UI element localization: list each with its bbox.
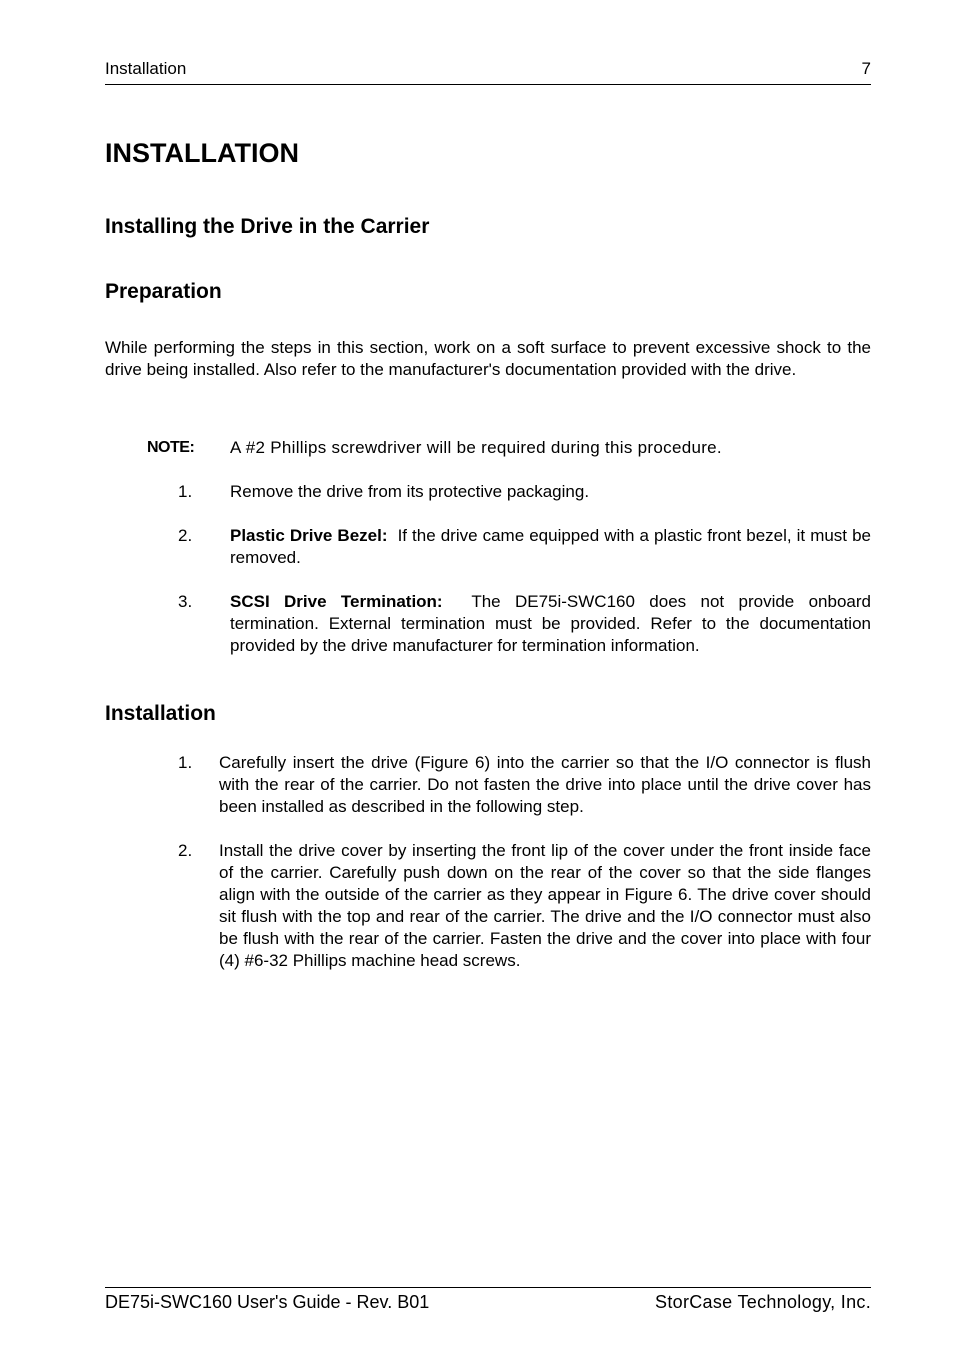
preparation-intro: While performing the steps in this section, work on a soft surface to prevent excessive shock to the drive being installed. Also refer to the manufacturer's documentation provided with the drive. xyxy=(105,338,871,379)
step-body xyxy=(230,525,871,569)
step-number: 1. xyxy=(178,753,193,772)
step-text: The DE75i-SWC160 does not provide onboard termination. External termination must be provided. Refer to the documentation provided by the drive manufacturer for termination information. xyxy=(230,592,871,655)
step-text: Carefully insert the drive (Figure 6) into the carrier so that the I/O connector is flush with the rear of the carrier. Do not fasten the drive into place until the drive cover has been installed as described in the following step. xyxy=(219,753,871,816)
step-bold-label: Plastic Drive Bezel: xyxy=(230,526,388,545)
footer-document-title: DE75i-SWC160 User's Guide - Rev. B01 xyxy=(105,1292,430,1312)
header-section-title: Installation xyxy=(105,59,187,78)
page-footer xyxy=(105,1287,871,1312)
footer-company: StorCase Technology, Inc. xyxy=(655,1292,871,1312)
page-header xyxy=(105,58,871,85)
step-text: Install the drive cover by inserting the front lip of the cover under the front inside face of the carrier. Carefully push down on the rear of the cover so that the side flanges align with the outside of the carrier as they appear in Figure 6. The drive cover should sit flush with the top and rear of the carrier. The drive and the I/O connector must also be flush with the rear of the carrier. Fasten the drive and the cover into place with four (4) #6-32 Phillips machine head screws. xyxy=(219,841,871,970)
note-label: NOTE: xyxy=(147,439,195,456)
preparation-heading: Preparation xyxy=(105,280,222,303)
step-number: 2. xyxy=(178,841,193,860)
step-body xyxy=(230,591,871,657)
step-number: 3. xyxy=(178,592,193,611)
step-number: 1. xyxy=(178,482,193,501)
step-bold-label: SCSI Drive Termination: xyxy=(230,592,443,611)
section-heading: Installing the Drive in the Carrier xyxy=(105,215,430,238)
installation-heading: Installation xyxy=(105,702,216,725)
step-text: Remove the drive from its protective packaging. xyxy=(230,482,590,501)
page-title: INSTALLATION xyxy=(105,138,299,168)
step-text: If the drive came equipped with a plastic front bezel, it must be removed. xyxy=(230,526,871,567)
step-number: 2. xyxy=(178,526,193,545)
note-text: A #2 Phillips screwdriver will be required during this procedure. xyxy=(230,438,722,457)
header-page-number: 7 xyxy=(861,59,871,78)
